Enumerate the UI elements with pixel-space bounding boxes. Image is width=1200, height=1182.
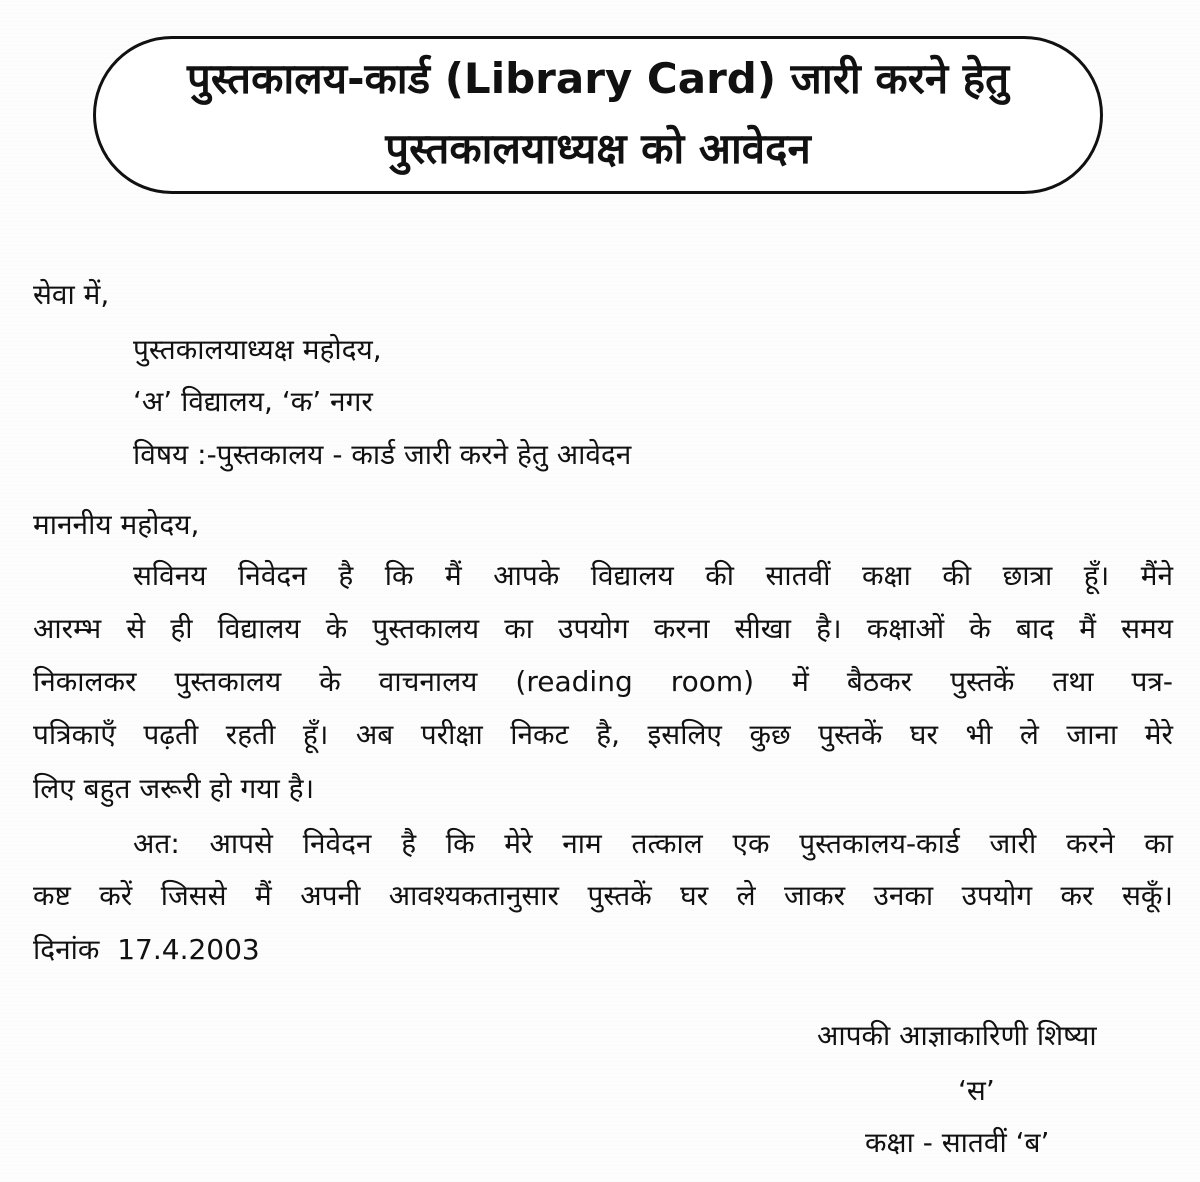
heading-line-1: पुस्तकालय-कार्ड (Library Card) जारी करने हेतु bbox=[186, 54, 1010, 103]
body-paragraph-1-line-3: निकालकर पुस्तकालय के वाचनालय (reading room) में बैठकर पुस्तकें तथा पत्र- bbox=[33, 665, 1173, 698]
class-info: कक्षा - सातवीं ‘ब’ bbox=[865, 1126, 1050, 1159]
heading-line-2: पुस्तकालयाध्यक्ष को आवेदन bbox=[385, 124, 811, 173]
salutation-to: सेवा में, bbox=[33, 278, 110, 311]
date-line bbox=[33, 931, 260, 969]
body-paragraph-1-line-2: आरम्भ से ही विद्यालय के पुस्तकालय का उपयोग करना सीखा है। कक्षाओं के बाद मैं समय bbox=[33, 612, 1173, 645]
date-value: 17.4.2003 bbox=[117, 933, 260, 966]
body-paragraph-2-line-1: अत: आपसे निवेदन है कि मेरे नाम तत्काल एक पुस्तकालय-कार्ड जारी करने का bbox=[133, 827, 1173, 860]
date-label: दिनांक bbox=[33, 933, 100, 966]
recipient: पुस्तकालयाध्यक्ष महोदय, bbox=[133, 333, 382, 366]
body-paragraph-1-line-5: लिए बहुत जरूरी हो गया है। bbox=[33, 772, 315, 805]
closing: आपकी आज्ञाकारिणी शिष्या bbox=[817, 1019, 1097, 1052]
signature-name: ‘स’ bbox=[958, 1074, 995, 1107]
address: ‘अ’ विद्यालय, ‘क’ नगर bbox=[133, 385, 373, 418]
greeting: माननीय महोदय, bbox=[33, 508, 200, 541]
body-paragraph-1-line-1: सविनय निवेदन है कि मैं आपके विद्यालय की सातवीं कक्षा की छात्रा हूँ। मैंने bbox=[133, 559, 1173, 592]
body-paragraph-2-line-2: कष्ट करें जिससे मैं अपनी आवश्यकतानुसार पुस्तकें घर ले जाकर उनका उपयोग कर सकूँ। bbox=[33, 879, 1173, 912]
body-paragraph-1-line-4: पत्रिकाएँ पढ़ती रहती हूँ। अब परीक्षा निकट है, इसलिए कुछ पुस्तकें घर भी ले जाना मेरे bbox=[33, 718, 1173, 751]
heading-box bbox=[93, 36, 1103, 194]
subject: विषय :-पुस्तकालय - कार्ड जारी करने हेतु आवेदन bbox=[133, 438, 632, 471]
